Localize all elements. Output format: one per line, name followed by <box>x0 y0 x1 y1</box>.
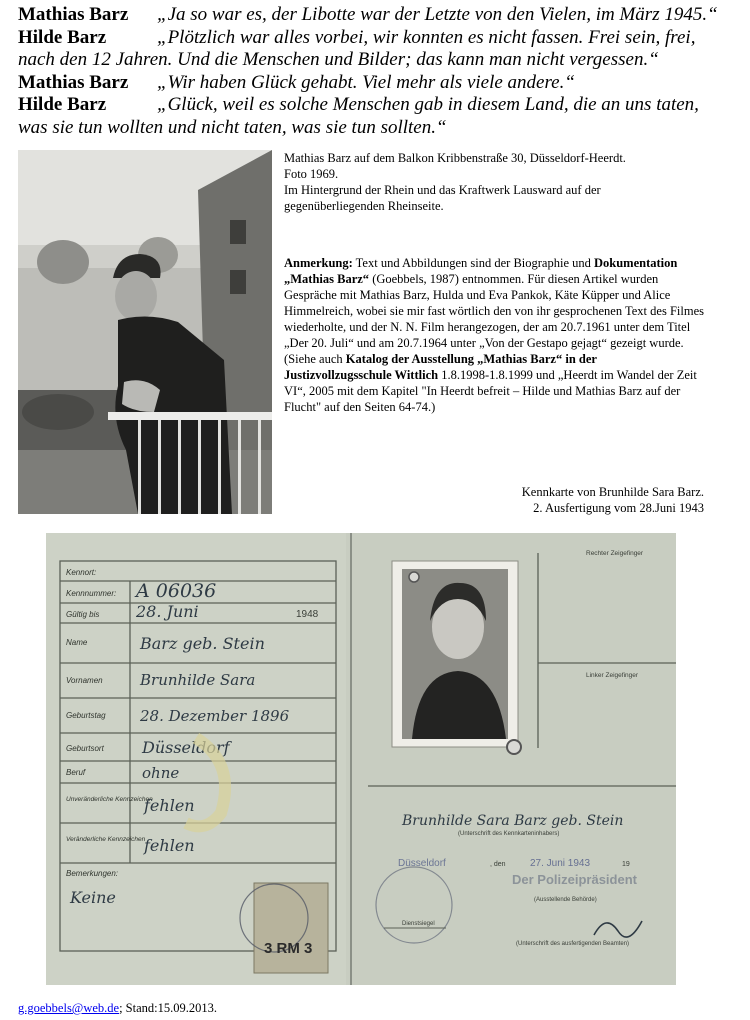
holder-signature: Brunhilde Sara Barz geb. Stein <box>402 813 624 829</box>
footer <box>18 1001 217 1016</box>
signature-caption: (Unterschrift des Kennkarteninhabers) <box>458 831 560 837</box>
label-name: Name <box>66 638 88 647</box>
hand-vornamen: Brunhilde Sara <box>140 671 256 689</box>
hand-gueltig: 28. Juni <box>136 602 199 621</box>
speaker-name: Hilde Barz <box>18 26 107 48</box>
identity-card <box>46 533 676 985</box>
quote-line <box>18 94 738 117</box>
label-kennort: Kennort: <box>66 568 97 577</box>
quote-line <box>18 27 738 50</box>
note-text: Text und Abbildungen sind der Biographie und <box>352 256 594 270</box>
valid-year: 1948 <box>296 609 319 620</box>
finger-label-right: Rechter Zeigefinger <box>586 550 644 557</box>
hand-name: Barz geb. Stein <box>140 634 265 653</box>
photo-caption <box>284 150 704 214</box>
label-veraenderliche: Veränderliche Kennzeichen <box>66 836 146 843</box>
hand-unveraenderlich: fehlen <box>144 796 195 815</box>
authority-caption: (Ausstellende Behörde) <box>534 897 597 903</box>
identity-card-drawing <box>46 533 676 985</box>
label-geburtstag: Geburtstag <box>66 711 106 720</box>
speaker-name: Mathias Barz <box>18 4 129 25</box>
label-gueltig: Gültig bis <box>66 610 100 619</box>
label-bemerkungen: Bemerkungen: <box>66 869 119 878</box>
caption-line: Im Hintergrund der Rhein und das Kraftwerk Lausward auf der gegenüberliegenden Rheinseite. <box>284 183 601 213</box>
issuing-authority: Der Polizeipräsident <box>512 872 637 887</box>
note-text: (Goebbels, 1987) entnommen. Für diesen Artikel wurden Gespräche mit Mathias Barz, Hulda und Eva Pankok, Käte Küpper und Alice Himmelreich, wobei sie mir fast wörtlich den von ihr gesprochenen Text des Filmes wiederholte, und der N. N. Film herangezogen, der am 20.7.1961 unter dem Titel „Der 20. Juli“ und am 20.7.1964 unter „Von der Gestapo gejagt“ gezeigt wurde. (Siehe auch <box>284 272 704 366</box>
quote-line <box>18 72 738 95</box>
issue-place: Düsseldorf <box>398 858 446 869</box>
label-beruf: Beruf <box>66 768 86 777</box>
note-bold: Dokumentation „Mathias Barz“ <box>284 256 678 286</box>
quote-continuation: nach den 12 Jahren. Und die Menschen und Bilder; das kann man nicht vergessen.“ <box>18 49 659 70</box>
label-geburtsort: Geburtsort <box>66 744 104 753</box>
card-caption-line: 2. Ausfertigung vom 28.Juni 1943 <box>533 501 704 515</box>
year-suffix: 19 <box>622 861 630 868</box>
hand-bemerkungen: Keine <box>70 888 116 907</box>
finger-label-left: Linker Zeigefinger <box>586 672 639 679</box>
hand-geburtsort: Düsseldorf <box>142 738 230 757</box>
hand-veraenderlich: fehlen <box>144 836 195 855</box>
official-caption: (Unterschrift des ausfertigenden Beamten) <box>516 941 630 947</box>
quote-line <box>18 4 738 27</box>
source-note <box>284 255 704 415</box>
quote-text: „Plötzlich war alles vorbei, wir konnten es nicht fassen. Frei sein, frei, <box>157 26 696 48</box>
quote-text: „Ja so war es, der Libotte war der Letzte von den Vielen, im März 1945.“ <box>157 4 718 25</box>
caption-line: Mathias Barz auf dem Balkon Kribbenstraße 30, Düsseldorf-Heerdt. <box>284 151 626 165</box>
seal-label: Dienstsiegel <box>402 921 435 927</box>
card-caption-line: Kennkarte von Brunhilde Sara Barz. <box>521 485 704 499</box>
note-label: Anmerkung: <box>284 256 353 270</box>
email-link[interactable]: g.goebbels@web.de <box>18 1001 120 1015</box>
balcony-photo <box>18 150 272 514</box>
hand-kennnummer: A 06036 <box>136 580 217 602</box>
footer-text: ; Stand:15.09.2013. <box>119 1001 217 1015</box>
issue-date: 27. Juni 1943 <box>530 858 591 869</box>
speaker-name: Hilde Barz <box>18 94 107 115</box>
quote-text: „Wir haben Glück gehabt. Viel mehr als viele andere.“ <box>157 71 575 93</box>
balcony-photo-drawing <box>18 150 272 514</box>
date-prefix: , den <box>490 861 506 868</box>
note-text: 1.8.1998-1.8.1999 und „Heerdt im Wandel der Zeit VI“, 2005 mit dem Kapitel "In Heerdt befreit – Hilde und Mathias Barz auf der Flucht" auf den Seiten 64-74.) <box>284 368 697 414</box>
speaker-name: Mathias Barz <box>18 71 129 93</box>
quotes-block <box>18 4 738 139</box>
hand-beruf: ohne <box>142 764 180 782</box>
quote-text: „Glück, weil es solche Menschen gab in diesem Land, die an uns taten, <box>157 94 699 115</box>
label-vornamen: Vornamen <box>66 676 103 685</box>
card-caption <box>420 484 704 516</box>
label-unveraenderliche: Unveränderliche Kennzeichen <box>66 796 153 803</box>
hand-geburtstag: 28. Dezember 1896 <box>140 707 290 725</box>
note-bold: Katalog der Ausstellung „Mathias Barz“ in der Justizvollzugsschule Wittlich <box>284 352 597 382</box>
stamp-value: 3 RM 3 <box>264 940 313 957</box>
label-kennnummer: Kennnummer: <box>66 589 117 598</box>
quote-continuation: was sie tun wollten und nicht taten, was sie tun sollten.“ <box>18 116 447 138</box>
caption-line: Foto 1969. <box>284 167 339 181</box>
